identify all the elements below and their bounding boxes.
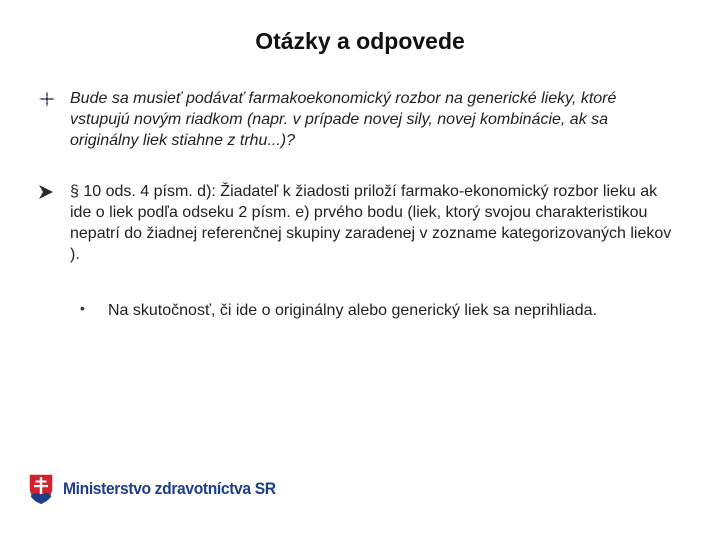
coat-of-arms-icon <box>27 472 55 506</box>
arrow-bullet-icon <box>38 184 54 200</box>
sub-point-item <box>80 300 680 321</box>
question-item <box>38 88 648 151</box>
question-text: Bude sa musieť podávať farmakoekonomický rozbor na generické lieky, ktoré vstupujú novým riadkom (napr. v prípade novej sily, novej kombinácie, ak sa originálny liek stiahne z trhu...)? <box>70 90 617 149</box>
sub-point-text: Na skutočnosť, či ide o originálny alebo generický liek sa neprihliada. <box>108 302 597 319</box>
answer-text: § 10 ods. 4 písm. d): Žiadateľ k žiadosti priloží farmako-ekonomický rozbor lieku ak ide o liek podľa odseku 2 písm. e) prvého bodu (liek, ktorý svojou charakteristikou nepatrí do žiadnej referenčnej skupiny zaradenej v zozname kategorizovaných liekov ). <box>70 183 672 263</box>
ministry-logo <box>27 471 294 507</box>
diamond-bullet-icon <box>38 90 56 108</box>
logo-text: Ministerstvo zdravotníctva SR <box>63 479 276 498</box>
slide-title: Otázky a odpovede <box>255 28 465 54</box>
answer-item <box>38 181 678 265</box>
dot-bullet: • <box>80 300 85 316</box>
